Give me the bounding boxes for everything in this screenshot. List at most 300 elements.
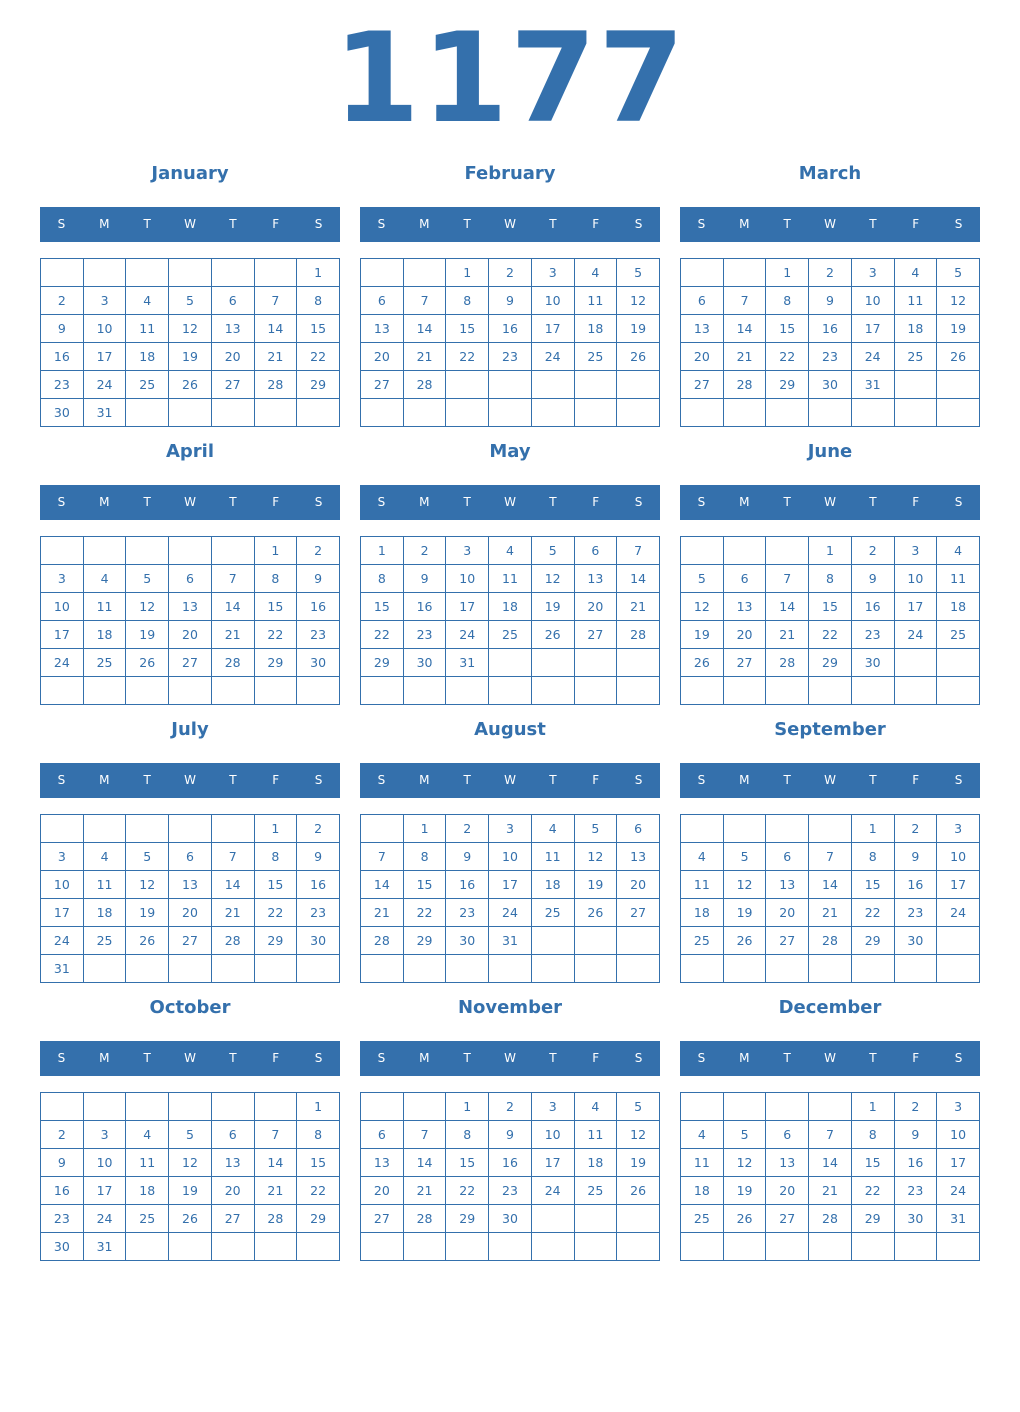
day-cell: 5 — [617, 1093, 660, 1121]
weekday-label: W — [184, 1051, 196, 1065]
day-cell: 8 — [254, 843, 297, 871]
day-cell: 29 — [254, 927, 297, 955]
day-cell: 9 — [41, 1149, 84, 1177]
day-cell: 19 — [681, 621, 724, 649]
day-cell: 10 — [41, 871, 84, 899]
day-cell: 19 — [169, 343, 212, 371]
day-cell: 23 — [297, 621, 340, 649]
week-row — [681, 1233, 980, 1261]
month-title: August — [474, 719, 546, 740]
day-cell — [41, 815, 84, 843]
day-cell: 27 — [361, 371, 404, 399]
day-cell — [126, 1233, 169, 1261]
day-cell: 7 — [766, 565, 809, 593]
day-grid — [360, 814, 660, 983]
day-cell: 27 — [211, 371, 254, 399]
day-cell: 17 — [531, 315, 574, 343]
week-row — [681, 843, 980, 871]
day-cell: 23 — [489, 1177, 532, 1205]
day-cell — [574, 399, 617, 427]
weekday-label: M — [739, 217, 750, 231]
week-row — [41, 259, 340, 287]
day-cell: 25 — [574, 343, 617, 371]
day-grid — [360, 258, 660, 427]
day-cell: 19 — [126, 899, 169, 927]
day-cell: 18 — [126, 1177, 169, 1205]
day-cell: 14 — [361, 871, 404, 899]
day-cell: 4 — [489, 537, 532, 565]
day-cell — [126, 537, 169, 565]
day-cell — [766, 815, 809, 843]
day-cell — [41, 677, 84, 705]
day-cell: 15 — [809, 593, 852, 621]
day-cell: 10 — [894, 565, 937, 593]
weekday-label: W — [824, 495, 836, 509]
week-row — [41, 1093, 340, 1121]
weekday-label: W — [824, 773, 836, 787]
month-july — [40, 715, 340, 985]
weekday-label: F — [592, 217, 600, 231]
day-cell: 24 — [41, 927, 84, 955]
day-cell: 20 — [574, 593, 617, 621]
day-cell: 7 — [809, 843, 852, 871]
day-cell: 1 — [851, 1093, 894, 1121]
day-cell — [489, 371, 532, 399]
month-august — [360, 715, 660, 985]
day-cell — [937, 399, 980, 427]
day-cell: 20 — [361, 343, 404, 371]
day-cell — [681, 399, 724, 427]
day-cell: 10 — [83, 1149, 126, 1177]
day-cell: 4 — [83, 843, 126, 871]
weekday-label: S — [377, 495, 386, 509]
week-row — [41, 315, 340, 343]
day-cell: 12 — [126, 871, 169, 899]
weekday-label: F — [592, 1051, 600, 1065]
day-cell: 17 — [41, 899, 84, 927]
day-cell — [574, 927, 617, 955]
day-cell — [937, 927, 980, 955]
weekday-header-bar — [360, 763, 660, 798]
day-cell: 17 — [894, 593, 937, 621]
day-cell: 25 — [681, 1205, 724, 1233]
day-cell — [403, 259, 446, 287]
day-cell: 12 — [723, 1149, 766, 1177]
weekday-label: F — [912, 217, 920, 231]
day-cell: 6 — [211, 1121, 254, 1149]
day-cell: 13 — [766, 1149, 809, 1177]
weekday-label: S — [954, 773, 963, 787]
week-row — [681, 287, 980, 315]
day-cell: 27 — [766, 1205, 809, 1233]
day-cell — [446, 399, 489, 427]
day-cell: 9 — [489, 1121, 532, 1149]
day-cell — [937, 649, 980, 677]
week-row — [361, 343, 660, 371]
day-cell: 28 — [254, 371, 297, 399]
day-cell: 16 — [41, 343, 84, 371]
day-cell: 8 — [851, 843, 894, 871]
day-cell: 24 — [894, 621, 937, 649]
day-cell: 24 — [851, 343, 894, 371]
day-cell: 18 — [83, 621, 126, 649]
weekday-label: M — [739, 773, 750, 787]
day-cell: 21 — [617, 593, 660, 621]
day-cell: 4 — [574, 259, 617, 287]
day-cell: 18 — [681, 899, 724, 927]
day-cell: 31 — [937, 1205, 980, 1233]
day-cell: 16 — [403, 593, 446, 621]
day-cell: 27 — [681, 371, 724, 399]
day-cell: 7 — [617, 537, 660, 565]
day-cell: 25 — [126, 371, 169, 399]
day-cell — [574, 1205, 617, 1233]
weekday-label: S — [634, 1051, 643, 1065]
day-cell — [489, 649, 532, 677]
day-cell — [531, 649, 574, 677]
weekday-label: S — [954, 495, 963, 509]
weekday-label: W — [504, 1051, 516, 1065]
day-cell — [297, 399, 340, 427]
week-row — [41, 1121, 340, 1149]
week-row — [361, 315, 660, 343]
day-cell: 26 — [617, 343, 660, 371]
week-row — [361, 1205, 660, 1233]
day-cell: 7 — [254, 1121, 297, 1149]
day-cell: 30 — [403, 649, 446, 677]
weekday-label: T — [463, 495, 471, 509]
day-cell: 4 — [83, 565, 126, 593]
day-cell — [766, 677, 809, 705]
day-cell — [937, 677, 980, 705]
day-cell: 29 — [254, 649, 297, 677]
day-cell: 18 — [83, 899, 126, 927]
day-cell: 22 — [361, 621, 404, 649]
day-cell: 5 — [169, 287, 212, 315]
day-cell — [681, 677, 724, 705]
day-cell — [403, 399, 446, 427]
day-cell — [723, 399, 766, 427]
day-cell: 24 — [446, 621, 489, 649]
day-cell: 31 — [41, 955, 84, 983]
day-cell: 28 — [809, 1205, 852, 1233]
week-row — [681, 343, 980, 371]
day-cell: 25 — [83, 927, 126, 955]
weekday-label: T — [143, 1051, 151, 1065]
day-cell: 1 — [766, 259, 809, 287]
day-cell — [531, 399, 574, 427]
day-cell: 7 — [211, 565, 254, 593]
day-cell: 28 — [403, 371, 446, 399]
day-cell: 14 — [766, 593, 809, 621]
weekday-label: S — [954, 217, 963, 231]
day-cell: 23 — [894, 1177, 937, 1205]
weekday-label: T — [229, 495, 237, 509]
day-cell: 27 — [169, 649, 212, 677]
day-cell — [766, 399, 809, 427]
day-cell — [403, 955, 446, 983]
weekday-label: S — [377, 217, 386, 231]
week-row — [681, 593, 980, 621]
day-cell — [211, 955, 254, 983]
day-cell: 5 — [574, 815, 617, 843]
weekday-label: T — [463, 217, 471, 231]
week-row — [681, 815, 980, 843]
day-cell — [617, 1233, 660, 1261]
weekday-header-bar — [680, 1041, 980, 1076]
weekday-label: W — [184, 217, 196, 231]
day-grid — [40, 536, 340, 705]
day-cell: 5 — [126, 565, 169, 593]
weekday-header-bar — [360, 1041, 660, 1076]
day-cell — [489, 399, 532, 427]
day-cell: 9 — [297, 565, 340, 593]
day-cell: 27 — [574, 621, 617, 649]
day-grid — [680, 814, 980, 983]
month-title: December — [778, 997, 882, 1018]
day-cell: 3 — [531, 259, 574, 287]
day-cell: 11 — [531, 843, 574, 871]
day-cell — [531, 1205, 574, 1233]
day-cell: 1 — [851, 815, 894, 843]
week-row — [681, 537, 980, 565]
weekday-header-bar — [40, 1041, 340, 1076]
week-row — [41, 899, 340, 927]
day-cell: 3 — [83, 287, 126, 315]
weekday-label: F — [592, 773, 600, 787]
week-row — [361, 593, 660, 621]
day-cell: 8 — [446, 1121, 489, 1149]
day-cell: 2 — [894, 1093, 937, 1121]
week-row — [681, 565, 980, 593]
day-cell — [894, 371, 937, 399]
weekday-label: S — [634, 217, 643, 231]
day-cell: 9 — [403, 565, 446, 593]
day-cell: 26 — [723, 927, 766, 955]
day-cell: 25 — [574, 1177, 617, 1205]
day-cell: 14 — [809, 871, 852, 899]
day-cell — [617, 955, 660, 983]
day-cell — [446, 371, 489, 399]
day-cell: 4 — [126, 1121, 169, 1149]
day-cell: 28 — [361, 927, 404, 955]
day-cell: 13 — [211, 1149, 254, 1177]
weekday-label: S — [57, 1051, 66, 1065]
day-grid — [360, 536, 660, 705]
day-cell: 5 — [937, 259, 980, 287]
day-cell — [937, 955, 980, 983]
day-cell: 12 — [169, 315, 212, 343]
day-cell: 19 — [574, 871, 617, 899]
week-row — [41, 1205, 340, 1233]
day-cell: 31 — [446, 649, 489, 677]
month-october — [40, 993, 340, 1263]
week-row — [41, 1177, 340, 1205]
week-row — [41, 1149, 340, 1177]
day-cell — [617, 649, 660, 677]
day-cell: 11 — [574, 1121, 617, 1149]
day-cell: 13 — [169, 593, 212, 621]
day-cell — [211, 399, 254, 427]
week-row — [361, 871, 660, 899]
day-cell: 8 — [809, 565, 852, 593]
day-cell — [446, 1233, 489, 1261]
week-row — [681, 649, 980, 677]
day-cell — [41, 259, 84, 287]
week-row — [681, 399, 980, 427]
weekday-label: M — [739, 495, 750, 509]
day-cell: 12 — [681, 593, 724, 621]
day-cell — [894, 399, 937, 427]
day-cell: 17 — [83, 343, 126, 371]
day-cell: 18 — [489, 593, 532, 621]
day-cell — [617, 927, 660, 955]
day-cell: 14 — [211, 593, 254, 621]
day-cell — [211, 1233, 254, 1261]
week-row — [681, 677, 980, 705]
day-cell: 8 — [851, 1121, 894, 1149]
day-cell: 21 — [809, 1177, 852, 1205]
day-cell — [681, 815, 724, 843]
day-cell: 24 — [937, 899, 980, 927]
weekday-label: T — [229, 217, 237, 231]
day-cell — [254, 955, 297, 983]
day-cell: 19 — [126, 621, 169, 649]
day-cell — [681, 955, 724, 983]
day-cell: 3 — [446, 537, 489, 565]
day-cell: 16 — [489, 1149, 532, 1177]
day-cell: 29 — [403, 927, 446, 955]
day-cell: 5 — [531, 537, 574, 565]
month-title: February — [464, 163, 556, 184]
week-row — [41, 399, 340, 427]
weekday-label: W — [184, 495, 196, 509]
day-cell: 5 — [169, 1121, 212, 1149]
day-cell: 21 — [403, 343, 446, 371]
day-cell — [211, 677, 254, 705]
day-cell: 12 — [937, 287, 980, 315]
weekday-label: F — [272, 217, 280, 231]
day-cell: 30 — [809, 371, 852, 399]
day-cell: 3 — [937, 1093, 980, 1121]
day-cell: 4 — [681, 1121, 724, 1149]
day-cell: 1 — [297, 1093, 340, 1121]
day-cell: 11 — [574, 287, 617, 315]
day-cell: 23 — [851, 621, 894, 649]
day-cell: 2 — [297, 815, 340, 843]
day-cell: 2 — [809, 259, 852, 287]
day-cell: 15 — [446, 1149, 489, 1177]
day-cell: 30 — [894, 927, 937, 955]
day-cell: 12 — [574, 843, 617, 871]
day-cell — [894, 1233, 937, 1261]
day-cell: 29 — [851, 927, 894, 955]
day-cell: 22 — [297, 343, 340, 371]
day-cell: 16 — [894, 871, 937, 899]
weekday-label: F — [272, 773, 280, 787]
month-may — [360, 437, 660, 707]
weekday-label: T — [549, 495, 557, 509]
day-cell: 22 — [851, 1177, 894, 1205]
day-cell — [894, 955, 937, 983]
day-cell — [83, 537, 126, 565]
weekday-header-bar — [40, 485, 340, 520]
day-cell: 30 — [894, 1205, 937, 1233]
day-cell — [126, 955, 169, 983]
weekday-label: W — [504, 217, 516, 231]
day-cell — [723, 815, 766, 843]
day-cell — [254, 399, 297, 427]
week-row — [41, 815, 340, 843]
day-cell — [361, 815, 404, 843]
weekday-label: S — [57, 217, 66, 231]
day-cell: 22 — [297, 1177, 340, 1205]
day-cell — [83, 1093, 126, 1121]
day-cell: 28 — [766, 649, 809, 677]
day-cell: 13 — [681, 315, 724, 343]
day-cell: 11 — [489, 565, 532, 593]
week-row — [361, 649, 660, 677]
day-cell: 1 — [254, 815, 297, 843]
day-cell: 1 — [403, 815, 446, 843]
day-cell — [297, 955, 340, 983]
day-cell: 18 — [574, 1149, 617, 1177]
day-cell: 5 — [617, 259, 660, 287]
day-cell — [211, 1093, 254, 1121]
day-cell: 2 — [446, 815, 489, 843]
day-cell: 27 — [169, 927, 212, 955]
day-cell: 2 — [403, 537, 446, 565]
day-cell — [574, 649, 617, 677]
day-cell: 15 — [403, 871, 446, 899]
day-cell — [446, 955, 489, 983]
day-cell: 18 — [531, 871, 574, 899]
day-cell: 18 — [574, 315, 617, 343]
day-cell: 16 — [894, 1149, 937, 1177]
week-row — [681, 1121, 980, 1149]
weekday-label: W — [824, 1051, 836, 1065]
day-cell — [617, 399, 660, 427]
day-cell: 6 — [681, 287, 724, 315]
weekday-label: T — [463, 1051, 471, 1065]
day-cell: 3 — [489, 815, 532, 843]
weekday-label: S — [697, 773, 706, 787]
day-cell: 19 — [937, 315, 980, 343]
day-cell: 31 — [851, 371, 894, 399]
day-cell: 9 — [446, 843, 489, 871]
day-cell: 15 — [766, 315, 809, 343]
week-row — [41, 955, 340, 983]
weekday-label: T — [869, 773, 877, 787]
day-cell: 10 — [937, 1121, 980, 1149]
day-cell: 20 — [681, 343, 724, 371]
day-cell: 23 — [489, 343, 532, 371]
day-cell: 14 — [211, 871, 254, 899]
day-cell: 1 — [361, 537, 404, 565]
day-cell — [809, 399, 852, 427]
day-cell: 18 — [937, 593, 980, 621]
day-cell: 7 — [403, 287, 446, 315]
day-cell: 24 — [937, 1177, 980, 1205]
day-cell: 22 — [254, 621, 297, 649]
day-cell — [489, 677, 532, 705]
day-cell — [617, 1205, 660, 1233]
day-cell: 21 — [723, 343, 766, 371]
week-row — [41, 287, 340, 315]
day-cell: 6 — [169, 843, 212, 871]
day-cell: 11 — [83, 871, 126, 899]
weekday-label: W — [504, 773, 516, 787]
